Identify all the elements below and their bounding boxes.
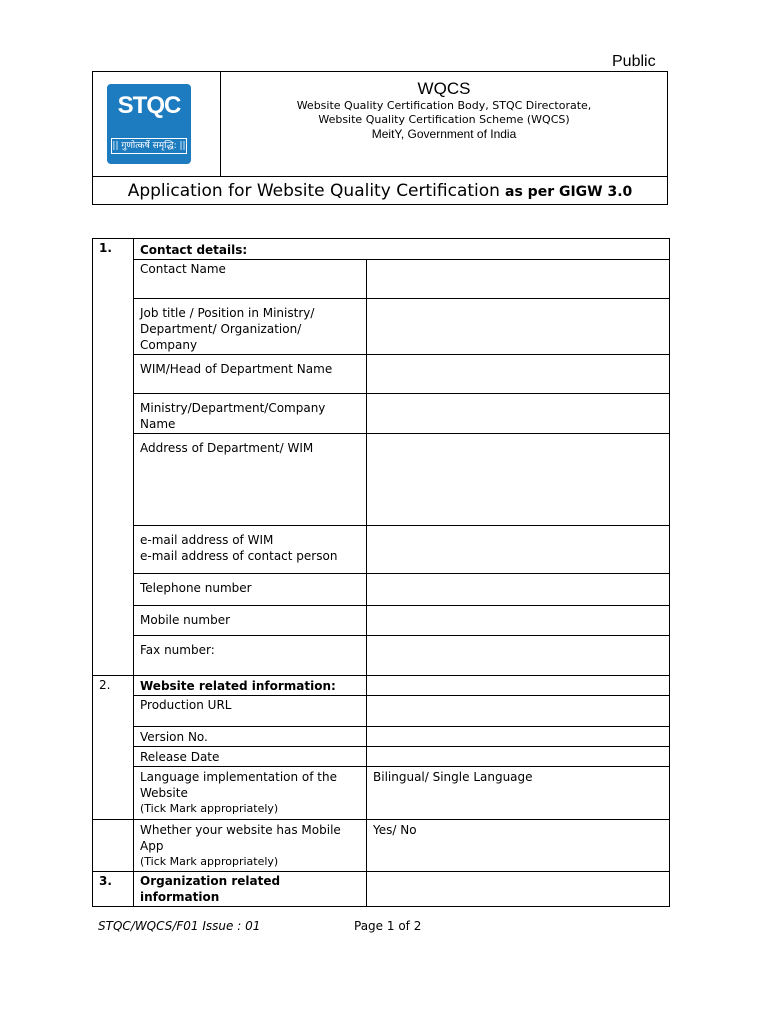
stqc-logo bbox=[107, 84, 191, 164]
job-title-field[interactable] bbox=[367, 299, 670, 355]
mobile-app-option-field[interactable]: Yes/ No bbox=[367, 820, 670, 872]
fax-field[interactable] bbox=[367, 636, 670, 676]
field-label: WIM/Head of Department Name bbox=[134, 355, 367, 394]
field-label bbox=[134, 767, 367, 820]
application-title-suffix: as per GIGW 3.0 bbox=[505, 184, 633, 200]
tick-note: (Tick Mark appropriately) bbox=[140, 855, 279, 868]
contact-name-field[interactable] bbox=[367, 260, 670, 299]
scheme-title: WQCS bbox=[417, 79, 471, 98]
language-label: Language implementation of the Website bbox=[140, 770, 338, 800]
field-label: Version No. bbox=[134, 727, 367, 747]
tick-note: (Tick Mark appropriately) bbox=[140, 802, 279, 815]
organization-info-field[interactable] bbox=[367, 872, 670, 907]
page-number: Page 1 of 2 bbox=[354, 919, 422, 933]
document-header bbox=[92, 71, 668, 205]
email-field[interactable] bbox=[367, 526, 670, 574]
logo-text: STQC bbox=[117, 92, 181, 119]
address-field[interactable] bbox=[367, 434, 670, 526]
mobile-field[interactable] bbox=[367, 606, 670, 636]
language-option-field[interactable]: Bilingual/ Single Language bbox=[367, 767, 670, 820]
field-label: Production URL bbox=[134, 696, 367, 727]
ministry-name-field[interactable] bbox=[367, 394, 670, 434]
field-label bbox=[134, 526, 367, 574]
release-date-field[interactable] bbox=[367, 747, 670, 767]
production-url-field[interactable] bbox=[367, 696, 670, 727]
field-label: Ministry/Department/Company Name bbox=[134, 394, 367, 434]
field-label bbox=[134, 820, 367, 872]
mobile-app-label: Whether your website has Mobile App bbox=[140, 823, 341, 853]
field-label: Fax number: bbox=[134, 636, 367, 676]
logo-cell bbox=[93, 72, 221, 176]
section-number: 3. bbox=[93, 872, 134, 907]
field-label: Mobile number bbox=[134, 606, 367, 636]
logo-tagline: || गुणोत्कर्षे समृद्धि: || bbox=[111, 138, 187, 154]
section-number: 2. bbox=[93, 676, 134, 696]
classification-label: Public bbox=[612, 53, 656, 70]
application-form-table bbox=[92, 238, 670, 907]
document-reference: STQC/WQCS/F01 Issue : 01 bbox=[98, 919, 261, 933]
field-label: Release Date bbox=[134, 747, 367, 767]
wim-name-field[interactable] bbox=[367, 355, 670, 394]
header-line-3: MeitY, Government of India bbox=[371, 127, 517, 141]
version-field[interactable] bbox=[367, 727, 670, 747]
field-label: Job title / Position in Ministry/ Department/ Organization/ Company bbox=[134, 299, 367, 355]
header-line-1: Website Quality Certification Body, STQC Directorate, bbox=[296, 99, 592, 112]
email-contact-label: e-mail address of contact person bbox=[140, 549, 338, 563]
section-title: Website related information: bbox=[134, 676, 367, 696]
field-label: Telephone number bbox=[134, 574, 367, 606]
field-label: Address of Department/ WIM bbox=[134, 434, 367, 526]
email-wim-label: e-mail address of WIM bbox=[140, 533, 274, 547]
section-title-value bbox=[367, 676, 670, 696]
section-title: Organization related information bbox=[134, 872, 367, 907]
section-title: Contact details: bbox=[134, 239, 670, 260]
header-title-cell bbox=[221, 72, 667, 176]
field-label: Contact Name bbox=[134, 260, 367, 299]
application-title: Application for Website Quality Certification as per GIGW 3.0 bbox=[93, 176, 667, 204]
header-line-2: Website Quality Certification Scheme (WQCS) bbox=[318, 113, 570, 126]
section-number: 1. bbox=[93, 239, 134, 260]
telephone-field[interactable] bbox=[367, 574, 670, 606]
